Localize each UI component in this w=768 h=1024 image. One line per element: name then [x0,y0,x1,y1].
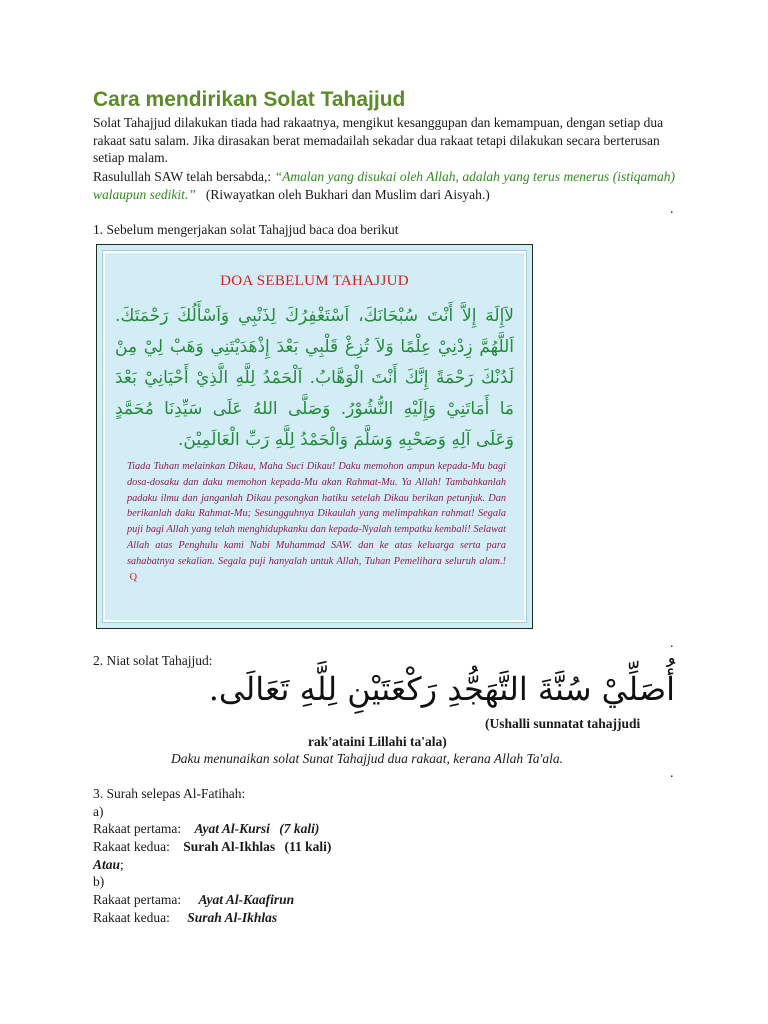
step-3 [93,786,245,802]
step-1-number: 1. [93,222,104,237]
step-3-number: 3. [93,786,104,801]
niat-arabic-text: أُصَلِّيْ سُنَّةَ التَّهَجُّدِ رَكْعَتَيْنِ لِلَّهِ تَعَالَى. [208,670,675,708]
doa-arabic-text: لاَإِلَهَ إِلاَّ أَنْتَ سُبْحَانَكَ، اَسْتَغْفِرُكَ لِذَنْبِي وَاَسْأَلُكَ رَحْمَتَكَ. اَللَّهُمَّ زِدْنِيْ عِلْمًا وَلاَ تُزِغْ قَلْبِي بَعْدَ إِذْهَدَيْتَنِي وَهَبْ لِيْ مِنْ لَدُنْكَ رَحْمَةً إِنَّكَ أَنْتَ الْوَهَّابُ. اَلْحَمْدُ لِلَّهِ الَّذِيْ أَحْيَانِيْ بَعْدَ مَا أَمَاتَنِيْ وَإِلَيْهِ النُّشُوْرُ. وَصَلَّى اللهُ عَلَى سَيِّدِنَا مُحَمَّدٍ وَعَلَى آلِهِ وَصَحْبِهِ وَسَلَّمَ وَالْحَمْدُ لِلَّهِ رَبِّ الْعَالَمِيْنَ. [115,306,514,450]
niat-transliteration-line-2: rak'ataini Lillahi ta'ala) [308,734,447,749]
niat-meaning: Daku menunaikan solat Sunat Tahajjud dua rakaat, kerana Allah Ta'ala. [171,751,564,766]
rakaat-label: Rakaat pertama: [93,892,182,907]
option-b-label: b) [93,874,105,889]
rakaat-label: Rakaat kedua: [93,910,170,925]
option-a-rakaat-1 [93,821,319,837]
surah-name: Ayat Al-Kursi [194,821,270,836]
step-2-number: 2. [93,653,104,668]
step-2 [93,653,213,669]
option-b-rakaat-1 [93,892,294,908]
paragraph-dot: . [670,766,674,781]
doa-translation [127,459,506,585]
step-1 [93,222,398,238]
step-1-text: Sebelum mengerjakan solat Tahajjud baca doa berikut [106,222,399,237]
option-a-label: a) [93,804,104,819]
hadith-quote: “Amalan yang disukai oleh Allah, adalah yang terus menerus (istiqamah) walaupun sedikit.” [93,169,675,202]
surah-count: (7 kali) [279,821,320,836]
surah-name: Surah Al-Ikhlas [183,839,276,854]
doa-end-mark: Q [129,571,138,583]
doa-title: DOA SEBELUM TAHAJJUD [220,273,409,289]
or-text: Atau [93,857,121,872]
or-label [93,857,124,873]
niat-transliteration-line-1: (Ushalli sunnatat tahajjudi [485,716,641,731]
surah-count: (11 kali) [284,839,332,854]
paragraph-dot: . [670,636,674,651]
hadith-paragraph [93,168,675,203]
option-a-rakaat-2 [93,839,331,855]
option-b-rakaat-2 [93,910,277,926]
rakaat-label: Rakaat pertama: [93,821,182,836]
doa-translation-text: Tiada Tuhan melainkan Dikau, Maha Suci Dikau! Daku memohon ampun kepada-Mu bagi dosa-dosaku dan daku memohon kepada-Mu akan Rahmat-Mu. Ya Allah! Tambahkanlah padaku ilmu dan janganlah Dikau pesongkan hatiku setelah Dikau berikan petunjuk. Dan berikanlah daku Rahmat-Mu; Sesungguhnya Dikaulah yang melimpahkan rahmat! Segala puji bagi Allah yang telah menghidupkanku dan kepada-Nyalah tempatku kembali! Selawat Allah atas Penghulu kami Nabi Muhammad SAW. dan ke atas keluarga serta para sahabatnya sekalian. Segala puji hanyalah untuk Allah, Tuhan Pemelihara seluruh alam.! [127,461,506,567]
paragraph-dot: . [670,202,674,217]
hadith-lead: Rasulullah SAW telah bersabda,: [93,169,272,184]
step-2-text: Niat solat Tahajjud: [106,653,213,668]
or-suffix: ; [120,857,124,872]
rakaat-label: Rakaat kedua: [93,839,170,854]
intro-paragraph: Solat Tahajjud dilakukan tiada had rakaatnya, mengikut kesanggupan dan kemampuan, dengan setiap dua rakaat satu salam. Jika dirasakan berat memadailah sekadar dua rakaat tetapi dilakukan secara berterusan setiap malam. [93,115,664,166]
page-title: Cara mendirikan Solat Tahajjud [93,88,406,111]
surah-name: Surah Al-Ikhlas [187,910,278,925]
step-3-text: Surah selepas Al-Fatihah: [106,786,246,801]
doa-image-box [96,244,533,629]
hadith-source: (Riwayatkan oleh Bukhari dan Muslim dari Aisyah.) [205,186,490,202]
surah-name: Ayat Al-Kaafirun [198,892,295,907]
